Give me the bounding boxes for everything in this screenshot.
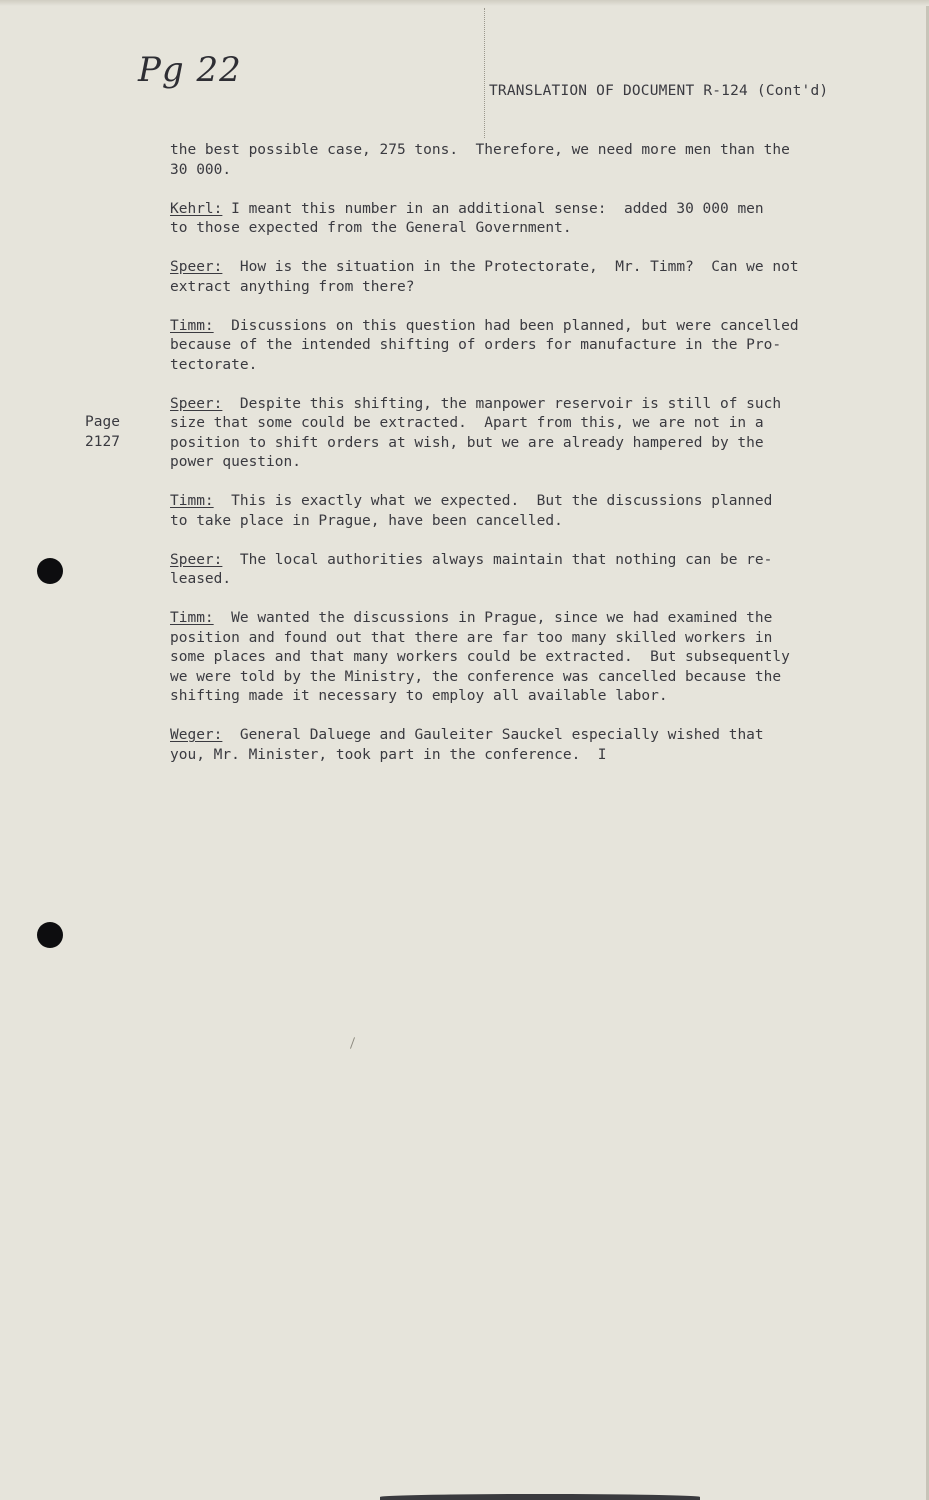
- transcript-paragraph: [170, 317, 870, 376]
- transcript-paragraph: [170, 258, 870, 297]
- speaker-name: Timm:: [170, 493, 214, 509]
- speaker-separator: [214, 318, 231, 334]
- paragraph-text: I meant this number in an additional sense: added 30 000 men to those expected from the General Government.: [170, 200, 764, 236]
- speaker-separator: [222, 396, 239, 412]
- speaker-separator: [222, 259, 239, 275]
- transcript-paragraph: [170, 609, 870, 707]
- speaker-name: Timm:: [170, 317, 214, 334]
- page-top-edge: [0, 0, 929, 6]
- punch-hole-lower: [37, 922, 63, 948]
- paragraph-text: General Daluege and Gauleiter Sauckel especially wished that you, Mr. Minister, took part in the conference. I: [170, 727, 764, 763]
- speaker-name: Speer:: [170, 551, 223, 568]
- speaker-name: Speer:: [170, 259, 223, 275]
- punch-hole-upper: [37, 558, 63, 584]
- speaker-separator: [222, 201, 231, 217]
- speaker-separator: [222, 552, 239, 568]
- margin-page-number: 2127: [85, 433, 120, 450]
- transcript-paragraph: [170, 200, 870, 239]
- transcript-paragraph: [170, 551, 870, 590]
- document-header: TRANSLATION OF DOCUMENT R-124 (Cont'd): [489, 83, 829, 99]
- transcript-body: [170, 141, 870, 785]
- paragraph-text: the best possible case, 275 tons. Therefore, we need more men than the 30 000.: [170, 142, 790, 178]
- transcript-paragraph: [170, 492, 870, 531]
- paragraph-text: How is the situation in the Protectorate, Mr. Timm? Can we not extract anything from there?: [170, 259, 799, 295]
- paragraph-text: The local authorities always maintain that nothing can be re- leased.: [170, 551, 773, 587]
- transcript-paragraph: [170, 141, 870, 180]
- paragraph-text: We wanted the discussions in Prague, since we had examined the position and found out that there are far too many skilled workers in some places and that many workers could be extracted. But subsequently we were told by the Ministry, the conference was cancelled because the shifting made it necessary to employ all available labor.: [170, 610, 790, 704]
- speaker-name: Kehrl:: [170, 200, 223, 217]
- speaker-separator: [222, 727, 239, 743]
- transcript-paragraph: [170, 395, 870, 473]
- speaker-name: Timm:: [170, 610, 214, 626]
- speaker-name: Weger:: [170, 727, 223, 743]
- speaker-separator: [214, 493, 231, 509]
- fold-mark: [484, 8, 486, 138]
- margin-page-label: Page: [85, 414, 120, 430]
- stray-pen-mark: [350, 1037, 355, 1049]
- paragraph-text: Discussions on this question had been planned, but were cancelled because of the intended shifting of orders for manufacture in the Pro- tectorate.: [170, 317, 799, 373]
- speaker-separator: [214, 610, 231, 626]
- paragraph-text: This is exactly what we expected. But the discussions planned to take place in Prague, have been cancelled.: [170, 493, 773, 529]
- handwritten-page-note: Pg 22: [138, 50, 242, 90]
- speaker-name: Speer:: [170, 395, 223, 412]
- margin-page-reference: [85, 413, 120, 452]
- transcript-paragraph: [170, 726, 870, 765]
- binder-clip-shadow: [380, 1494, 700, 1500]
- paragraph-text: Despite this shifting, the manpower reservoir is still of such size that some could be extracted. Apart from this, we are not in a position to shift orders at wish, but we are already hampered by the power question.: [170, 395, 782, 470]
